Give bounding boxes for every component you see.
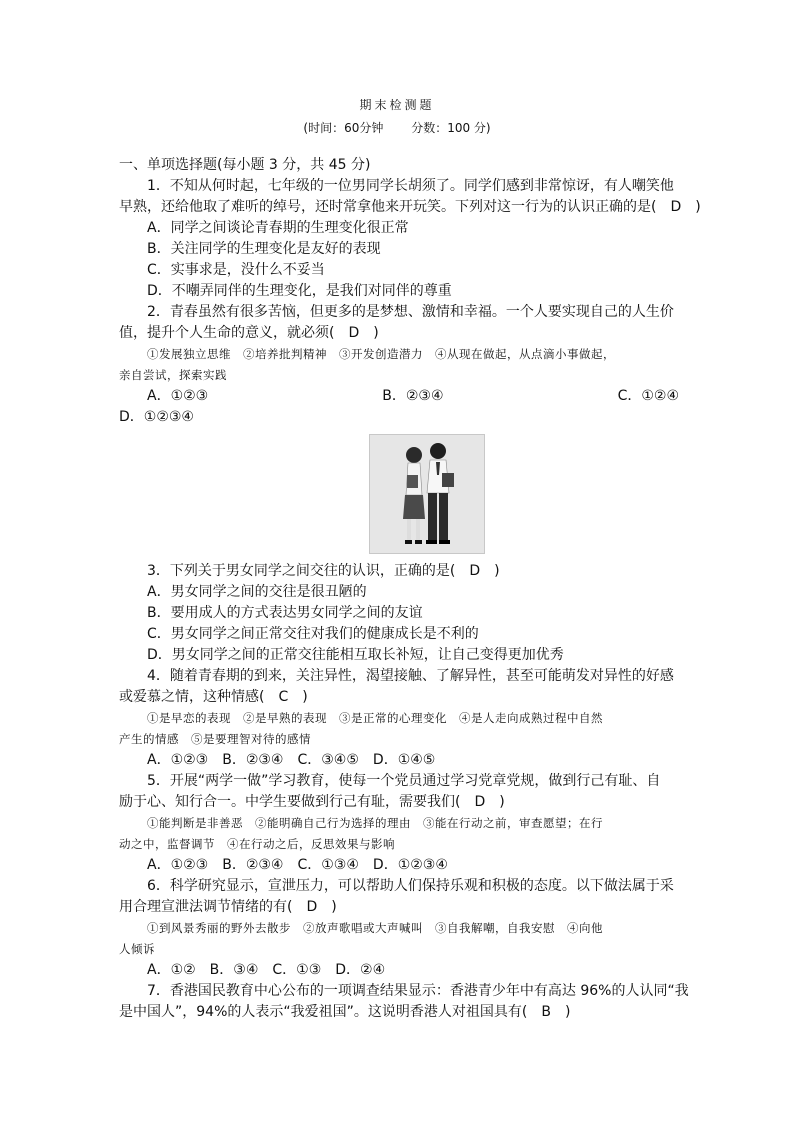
question-stem: 早熟，还给他取了难听的绰号，还时常拿他来开玩笑。下列对这一行为的认识正确的是( D ) bbox=[119, 199, 701, 215]
options-row bbox=[119, 386, 679, 407]
options-row: A．①②③ B．②③④ C．①③④ D．①②③④ bbox=[147, 857, 448, 873]
statement-list: 动之中，监督调节 ④在行动之后，反思效果与影响 bbox=[119, 837, 395, 851]
question-3 bbox=[119, 561, 679, 666]
question-stem: 5．开展“两学一做”学习教育，使每一个党员通过学习党章党规，做到行己有耻、自 bbox=[147, 773, 661, 789]
question-2 bbox=[119, 302, 679, 428]
statement-list: ①发展独立思维 ②培养批判精神 ③开发创造潜力 ④从现在做起，从点滴小事做起， bbox=[147, 347, 615, 361]
question-7 bbox=[119, 981, 689, 1023]
question-stem: 励于心、知行合一。中学生要做到行己有耻，需要我们( D ) bbox=[119, 794, 505, 810]
option-d: D．男女同学之间的正常交往能相互取长补短，让自己变得更加优秀 bbox=[147, 647, 564, 663]
exam-info bbox=[0, 119, 794, 136]
question-stem: 用合理宣泄法调节情绪的有( D ) bbox=[119, 899, 337, 915]
option-b: B．要用成人的方式表达男女同学之间的友谊 bbox=[147, 605, 423, 621]
statement-list: ①是早恋的表现 ②是早熟的表现 ③是正常的心理变化 ④是人走向成熟过程中自然 bbox=[147, 711, 603, 725]
options-row: A．①② B．③④ C．①③ D．②④ bbox=[147, 962, 386, 978]
time-limit: (时间：60分钟 bbox=[303, 121, 384, 135]
option-d: D．①②③④ bbox=[119, 409, 194, 425]
options-row: A．①②③ B．②③④ C．③④⑤ D．①④⑤ bbox=[147, 752, 436, 768]
question-stem: 6．科学研究显示，宣泄压力，可以帮助人们保持乐观和积极的态度。以下做法属于采 bbox=[147, 878, 674, 894]
exam-content bbox=[119, 155, 701, 1023]
question-5 bbox=[119, 771, 679, 876]
question-stem: 2．青春虽然有很多苦恼，但更多的是梦想、激情和幸福。一个人要实现自己的人生价 bbox=[147, 304, 674, 320]
question-stem: 或爱慕之情，这种情感( C ) bbox=[119, 689, 308, 705]
question-stem: 1．不知从何时起，七年级的一位男同学长胡须了。同学们感到非常惊讶，有人嘲笑他 bbox=[147, 178, 674, 194]
question-6 bbox=[119, 876, 679, 981]
statement-list: 亲自尝试，探索实践 bbox=[119, 368, 227, 382]
statement-list: ①到风景秀丽的野外去散步 ②放声歌唱或大声喊叫 ③自我解嘲，自我安慰 ④向他 bbox=[147, 921, 603, 935]
option-a: A．男女同学之间的交往是很丑陋的 bbox=[147, 584, 367, 600]
option-b: B．②③④ bbox=[382, 388, 444, 404]
option-d: D．不嘲弄同伴的生理变化，是我们对同伴的尊重 bbox=[147, 283, 452, 299]
total-score: 分数：100 分) bbox=[411, 121, 491, 135]
section-heading: 一、单项选择题(每小题 3 分，共 45 分) bbox=[119, 157, 371, 173]
option-a: A．①②③ bbox=[147, 388, 209, 404]
option-c: C．实事求是，没什么不妥当 bbox=[147, 262, 325, 278]
option-c: C．①②④ bbox=[617, 388, 679, 404]
statement-list: 产生的情感 ⑤是要理智对待的感情 bbox=[119, 732, 311, 746]
question-stem: 3．下列关于男女同学之间交往的认识，正确的是( D ) bbox=[147, 563, 500, 579]
question-1 bbox=[119, 176, 701, 302]
question-4 bbox=[119, 666, 679, 771]
option-c: C．男女同学之间正常交往对我们的健康成长是不利的 bbox=[147, 626, 479, 642]
photo-area bbox=[119, 428, 679, 561]
statement-list: ①能判断是非善恶 ②能明确自己行为选择的理由 ③能在行动之前，审查愿望；在行 bbox=[147, 816, 603, 830]
option-a: A．同学之间谈论青春期的生理变化很正常 bbox=[147, 220, 409, 236]
option-b: B．关注同学的生理变化是友好的表现 bbox=[147, 241, 381, 257]
question-stem: 是中国人”，94%的人表示“我爱祖国”。这说明香港人对祖国具有( B ) bbox=[119, 1004, 571, 1020]
students-photo bbox=[369, 434, 485, 554]
page-title: 期末检测题 bbox=[359, 98, 435, 112]
question-stem: 7．香港国民教育中心公布的一项调查结果显示：香港青少年中有高达 96%的人认同“我 bbox=[147, 983, 689, 999]
question-stem: 值，提升个人生命的意义，就必须( D ) bbox=[119, 325, 379, 341]
question-stem: 4．随着青春期的到来，关注异性，渴望接触、了解异性，甚至可能萌发对异性的好感 bbox=[147, 668, 674, 684]
statement-list: 人倾诉 bbox=[119, 942, 155, 956]
